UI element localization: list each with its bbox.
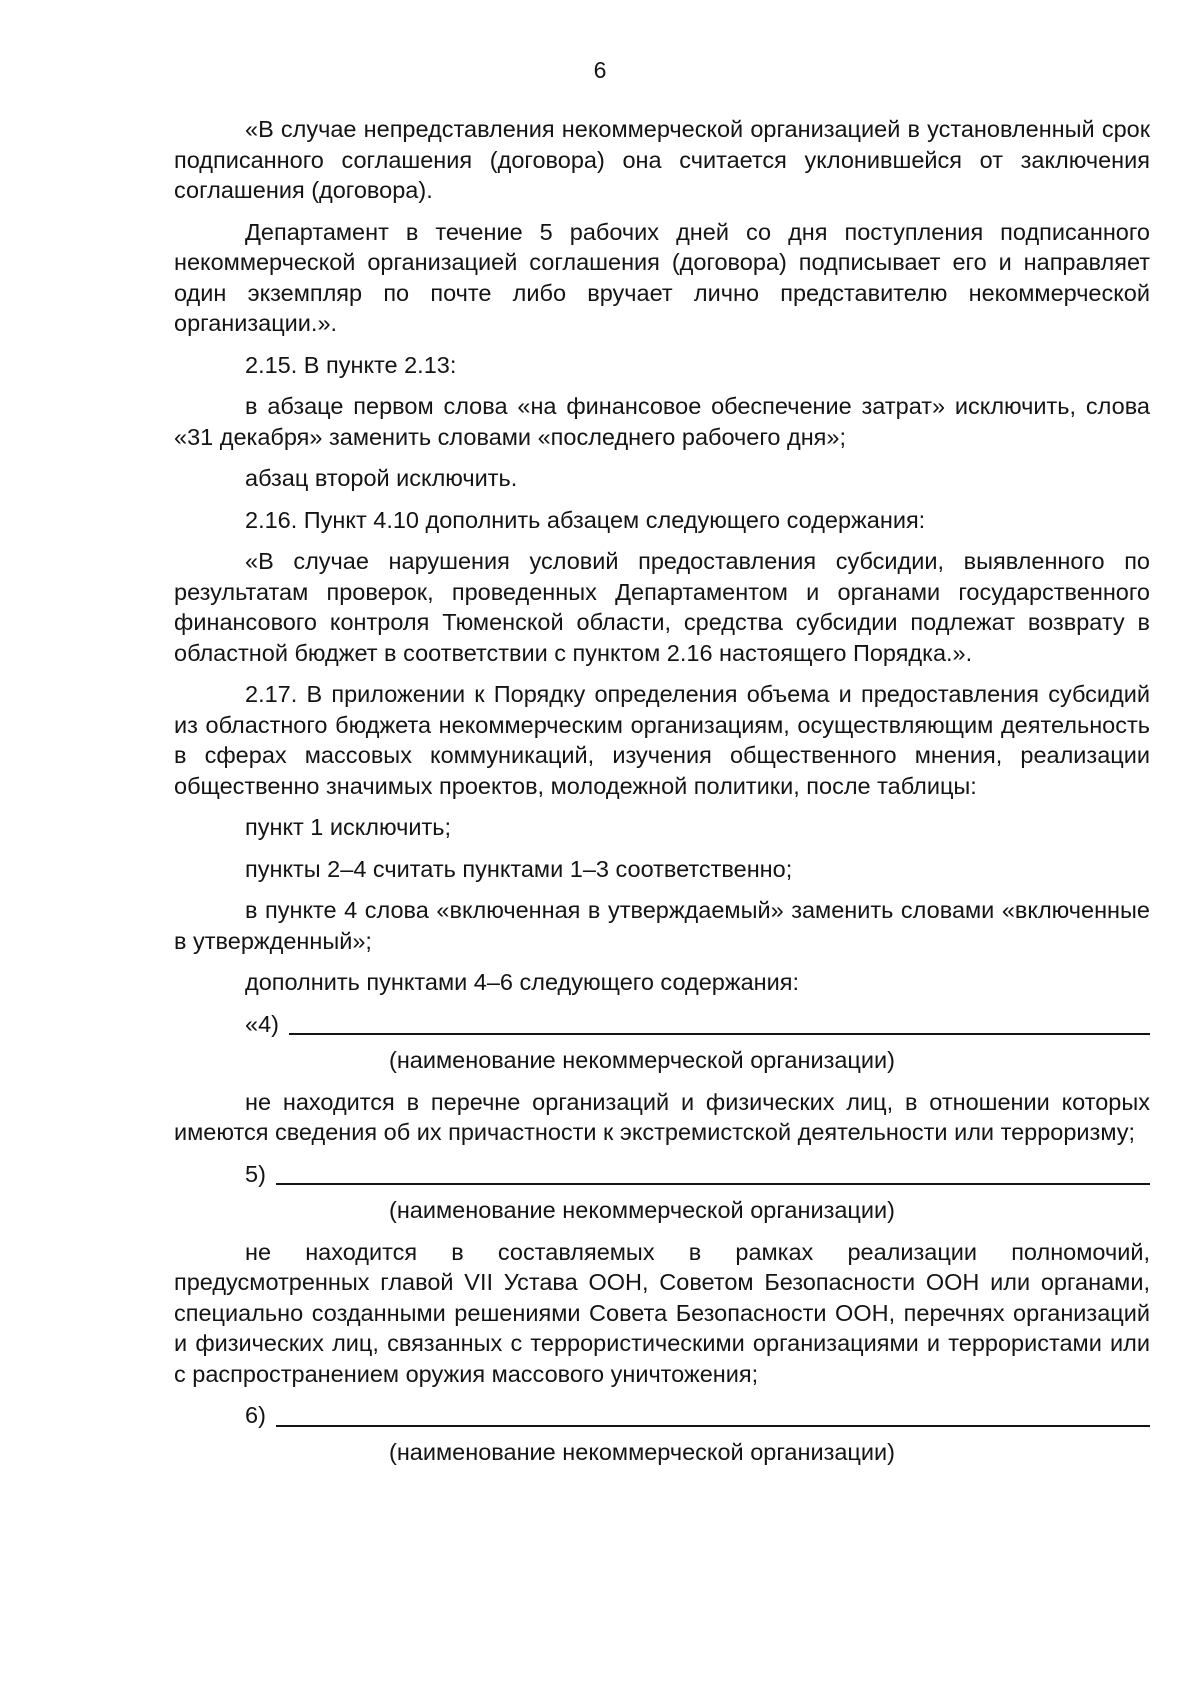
- document-body: [174, 114, 1150, 1478]
- item-5-number: 5): [245, 1160, 266, 1187]
- paragraph: не находится в перечне организаций и физических лиц, в отношении которых имеются сведения об их причастности к экстремистской деятельности или терроризму;: [174, 1088, 1150, 1145]
- fill-in-blank-line: [289, 1011, 1150, 1035]
- paragraph: в абзаце первом слова «на финансовое обеспечение затрат» исключить, слова «31 декабря» заменить словами «последнего рабочего дня»;: [174, 393, 1150, 450]
- paragraph: 2.17. В приложении к Порядку определения объема и предоставления субсидий из областного бюджета некоммерческим организациям, осуществляющим деятельность в сферах массовых коммуникаций, изучения общественного мнения, реализации общественно значимых проектов, молодежной политики, после таблицы:: [174, 681, 1150, 799]
- page-number: 6: [593, 57, 607, 83]
- paragraph: Департамент в течение 5 рабочих дней со дня поступления подписанного некоммерческой организацией соглашения (договора) подписывает его и направляет один экземпляр по почте либо вручает лично представителю некоммерческой организации.».: [174, 218, 1150, 336]
- paragraph: дополнить пунктами 4–6 следующего содержания:: [245, 969, 799, 995]
- paragraph: 2.16. Пункт 4.10 дополнить абзацем следующего содержания:: [245, 506, 926, 533]
- paragraph: пункт 1 исключить;: [245, 814, 452, 840]
- item-4-number: «4): [245, 1010, 279, 1037]
- paragraph: «В случае нарушения условий предоставления субсидии, выявленного по результатам проверок, проведенных Департаментом и органами государственного финансового контроля Тюменской области, средства субсидии подлежат возврату в областной бюджет в соответствии с пунктом 2.16 настоящего Порядка.».: [174, 548, 1150, 666]
- blank-caption: (наименование некоммерческой организации): [389, 1047, 895, 1073]
- fill-in-blank-line: [276, 1403, 1150, 1427]
- fill-in-blank-line: [276, 1161, 1150, 1185]
- paragraph: пункты 2–4 считать пунктами 1–3 соответственно;: [245, 855, 793, 882]
- paragraph: абзац второй исключить.: [245, 465, 518, 491]
- paragraph: не находится в составляемых в рамках реализации полномочий, предусмотренных главой VII Устава ООН, Советом Безопасности ООН или органами, специально созданными решениями Совета Безопасности ООН, перечнях организаций и физических лиц, связанных с террористическими организациями и террористами или с распространением оружия массового уничтожения;: [174, 1238, 1150, 1387]
- paragraph: «В случае непредставления некоммерческой организацией в установленный срок подписанного соглашения (договора) она считается уклонившейся от заключения соглашения (договора).: [174, 116, 1150, 203]
- item-5-line: [245, 1159, 1150, 1190]
- blank-caption: (наименование некоммерческой организации): [389, 1438, 895, 1465]
- paragraph: 2.15. В пункте 2.13:: [245, 351, 457, 378]
- item-6-line: [245, 1400, 1150, 1431]
- item-6-number: 6): [245, 1402, 266, 1428]
- paragraph: в пункте 4 слова «включенная в утверждаемый» заменить словами «включенные в утвержденный»;: [174, 897, 1150, 954]
- blank-caption: (наименование некоммерческой организации): [389, 1197, 895, 1223]
- item-4-line: [245, 1009, 1150, 1040]
